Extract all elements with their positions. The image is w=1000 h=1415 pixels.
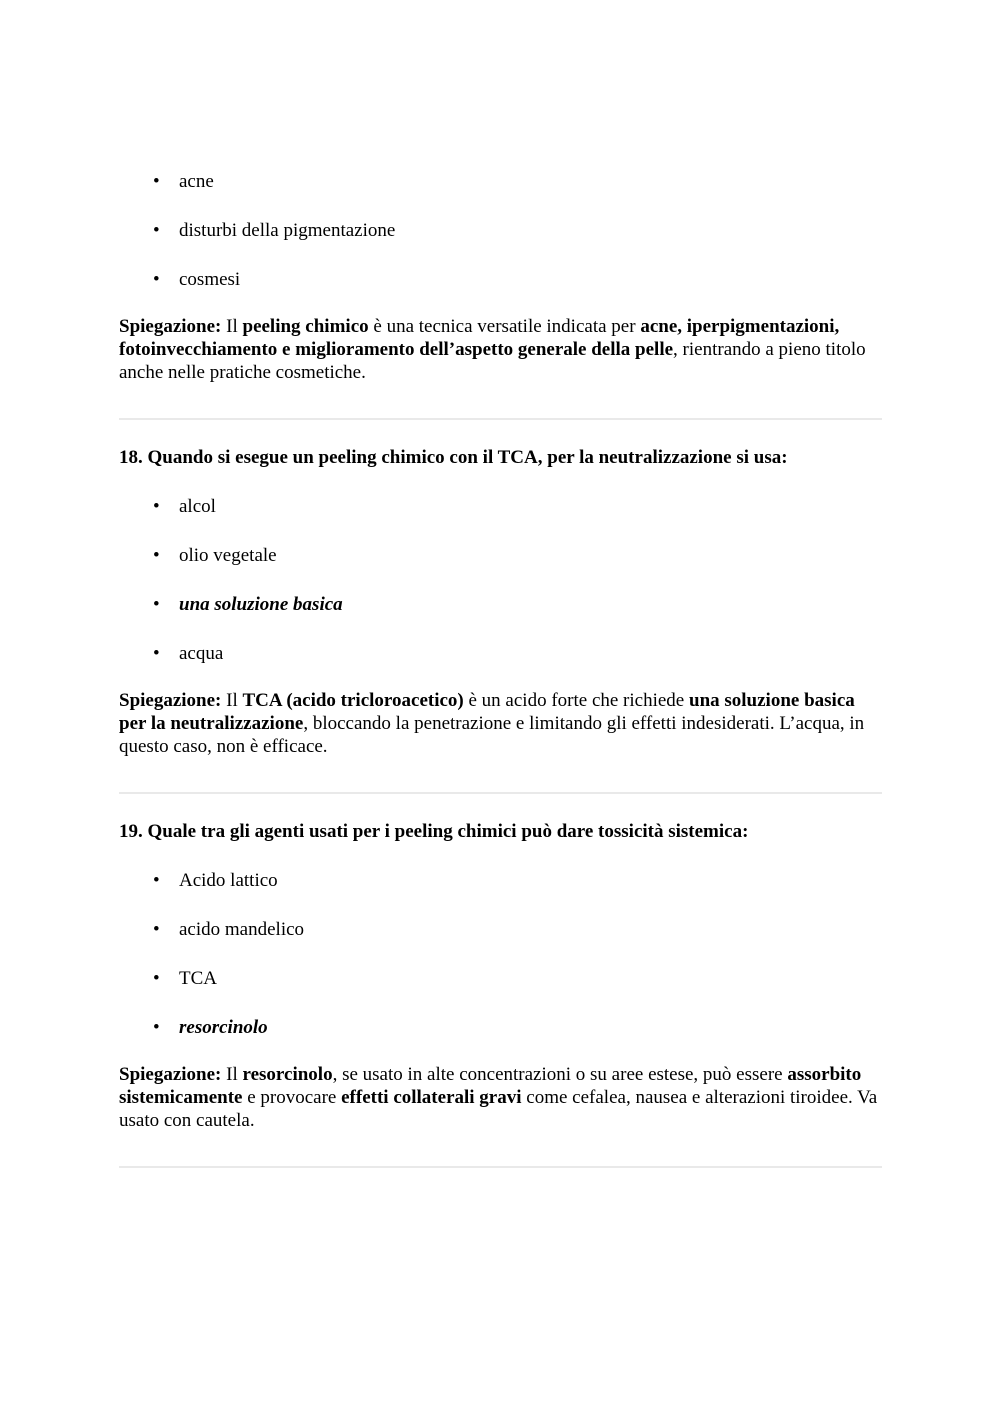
explanation-text: , se usato in alte concentrazioni o su aree estese, può essere [332, 1064, 788, 1085]
document-page [119, 168, 882, 1168]
question-18-title: 18. Quando si esegue un peeling chimico con il TCA, per la neutralizzazione si usa: [119, 447, 788, 468]
explanation-18 [119, 689, 882, 758]
question-18-block [119, 444, 882, 758]
option-item [119, 168, 882, 217]
bullet-icon: • [153, 643, 160, 664]
options-list-19 [119, 867, 882, 1063]
explanation-17 [119, 315, 882, 384]
section-divider [119, 792, 882, 794]
bullet-icon: • [153, 1017, 160, 1038]
explanation-text: Il [221, 316, 243, 337]
bullet-icon: • [153, 545, 160, 566]
option-text: alcol [179, 496, 216, 517]
bullet-icon: • [153, 269, 160, 290]
option-item-correct [119, 1014, 882, 1063]
explanation-text: , bloccando la penetrazione e limitando gli effetti indesiderati. L’acqua, in questo caso, non è efficace. [119, 713, 865, 757]
explanation-text: come cefalea, nausea e alterazioni tiroidee. Va usato con cautela. [119, 1087, 878, 1131]
options-list-17 [119, 168, 882, 315]
options-list-18 [119, 493, 882, 689]
explanation-text: Il [221, 690, 243, 711]
explanation-bold: peeling chimico [242, 316, 369, 337]
bullet-icon: • [153, 220, 160, 241]
explanation-label: Spiegazione: [119, 1064, 222, 1085]
option-item [119, 542, 882, 591]
option-text: TCA [179, 968, 217, 989]
option-item-correct [119, 591, 882, 640]
explanation-label: Spiegazione: [119, 690, 222, 711]
section-divider [119, 418, 882, 420]
bullet-icon: • [153, 919, 160, 940]
explanation-text: è un acido forte che richiede [463, 690, 689, 711]
explanation-text: e provocare [242, 1087, 342, 1108]
question-17-block [119, 168, 882, 384]
option-item [119, 217, 882, 266]
explanation-bold: acne, iperpigmentazioni, fotoinvecchiamento e miglioramento dell’aspetto generale della pelle [119, 316, 840, 360]
explanation-text: è una tecnica versatile indicata per [368, 316, 641, 337]
bullet-icon: • [153, 870, 160, 891]
option-text: resorcinolo [179, 1017, 268, 1038]
section-divider [119, 1166, 882, 1168]
option-item [119, 266, 882, 315]
option-item [119, 493, 882, 542]
option-text: una soluzione basica [179, 594, 343, 615]
question-19-title: 19. Quale tra gli agenti usati per i peeling chimici può dare tossicità sistemica: [119, 821, 749, 842]
option-item [119, 640, 882, 689]
option-item [119, 867, 882, 916]
explanation-bold: assorbito sistemicamente [119, 1064, 862, 1108]
question-19-block [119, 818, 882, 1132]
bullet-icon: • [153, 594, 160, 615]
explanation-bold: effetti collaterali gravi [341, 1087, 522, 1108]
option-item [119, 916, 882, 965]
option-text: Acido lattico [179, 870, 278, 891]
explanation-text: Il [221, 1064, 243, 1085]
explanation-label: Spiegazione: [119, 316, 222, 337]
explanation-19 [119, 1063, 882, 1132]
option-text: disturbi della pigmentazione [179, 220, 396, 241]
option-text: cosmesi [179, 269, 241, 290]
bullet-icon: • [153, 968, 160, 989]
explanation-bold: resorcinolo [242, 1064, 333, 1085]
bullet-icon: • [153, 496, 160, 517]
bullet-icon: • [153, 171, 160, 192]
explanation-bold: TCA (acido tricloroacetico) [242, 690, 464, 711]
option-text: acido mandelico [179, 919, 305, 940]
option-item [119, 965, 882, 1014]
explanation-text: , rientrando a pieno titolo anche nelle pratiche cosmetiche. [119, 339, 866, 383]
explanation-bold: una soluzione basica per la neutralizzazione [119, 690, 855, 734]
option-text: acne [179, 171, 214, 192]
option-text: acqua [179, 643, 224, 664]
option-text: olio vegetale [179, 545, 277, 566]
